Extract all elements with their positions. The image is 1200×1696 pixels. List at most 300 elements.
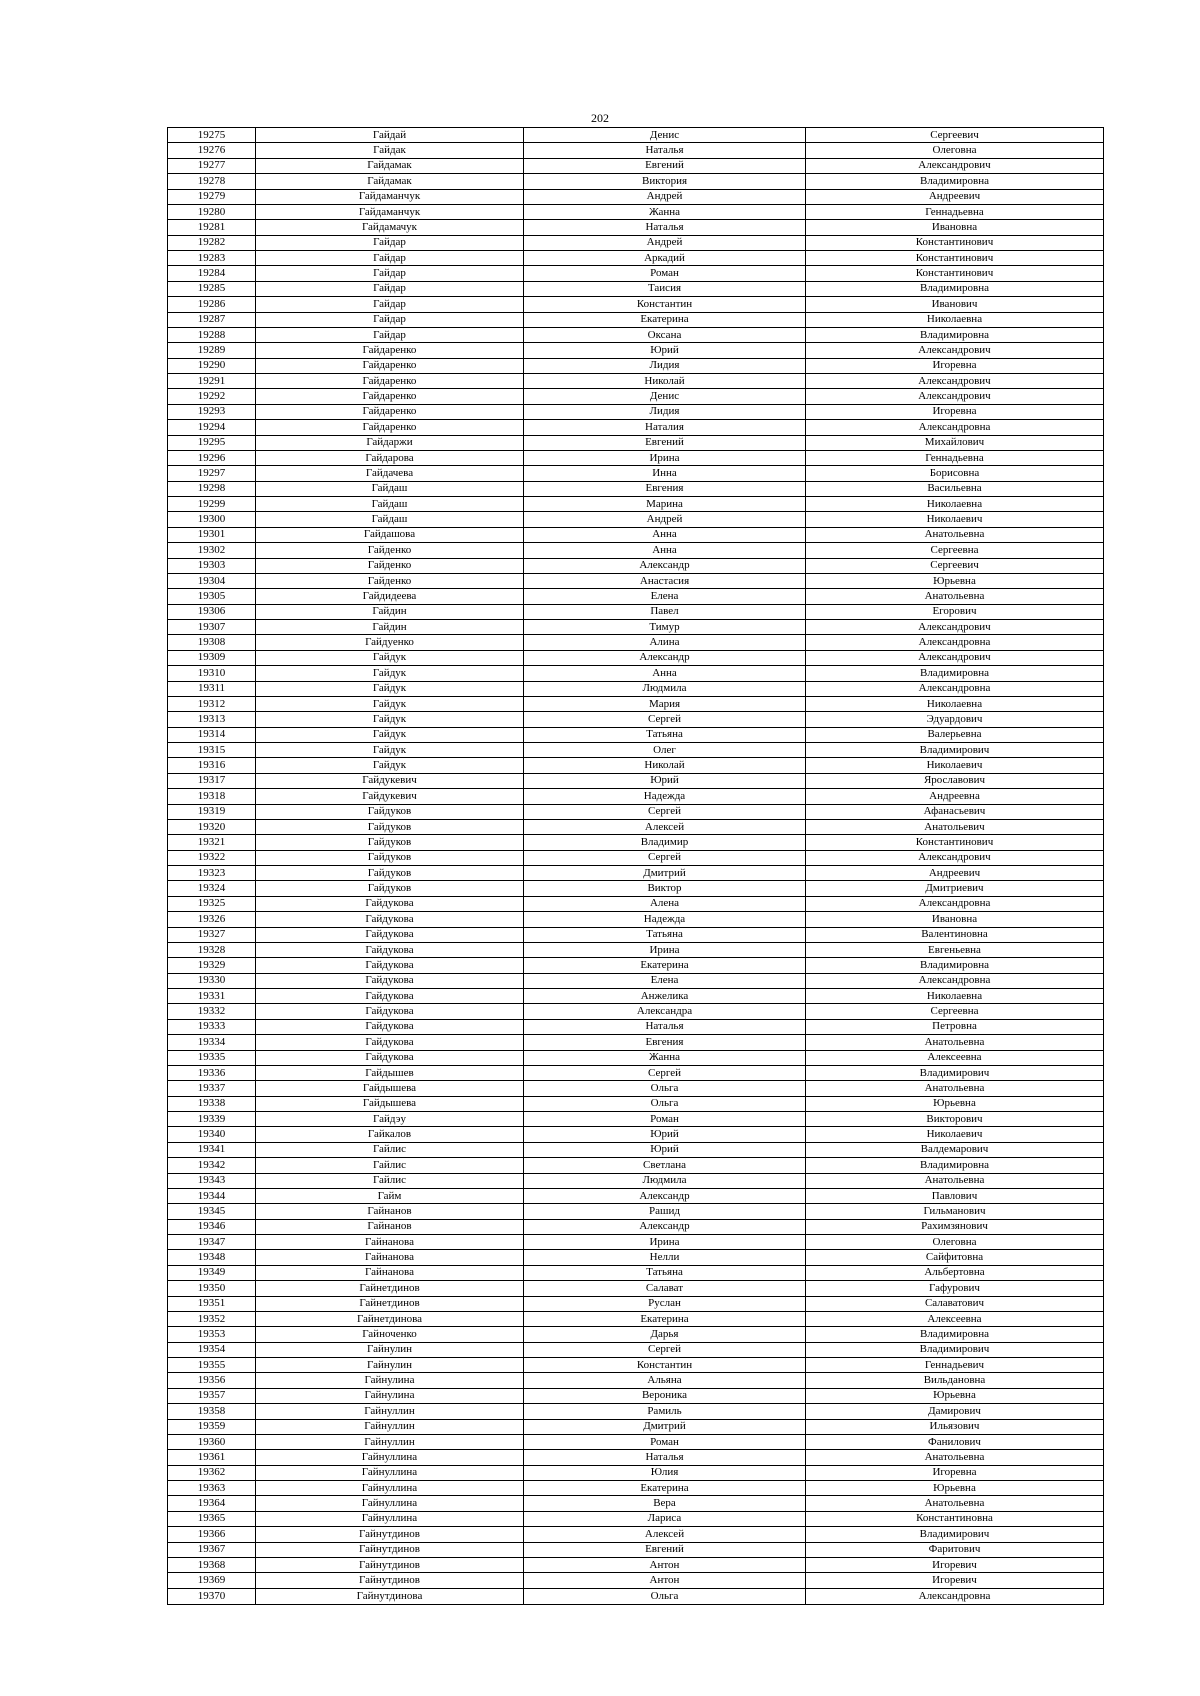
row-number-cell: 19325 (168, 896, 256, 911)
surname-cell: Гайнуллин (256, 1434, 524, 1449)
first-name-cell: Оксана (524, 327, 806, 342)
surname-cell: Гайдуков (256, 835, 524, 850)
first-name-cell: Людмила (524, 1173, 806, 1188)
surname-cell: Гайдачева (256, 466, 524, 481)
patronymic-cell: Геннадьевна (806, 450, 1104, 465)
surname-cell: Гайнуллин (256, 1404, 524, 1419)
first-name-cell: Ирина (524, 1235, 806, 1250)
patronymic-cell: Владимирович (806, 1065, 1104, 1080)
patronymic-cell: Алексеевна (806, 1311, 1104, 1326)
patronymic-cell: Рахимзянович (806, 1219, 1104, 1234)
first-name-cell: Александр (524, 1188, 806, 1203)
patronymic-cell: Александрович (806, 620, 1104, 635)
patronymic-cell: Ивановна (806, 912, 1104, 927)
patronymic-cell: Павлович (806, 1188, 1104, 1203)
first-name-cell: Денис (524, 389, 806, 404)
row-number-cell: 19320 (168, 819, 256, 834)
table-row (168, 1296, 1104, 1311)
row-number-cell: 19286 (168, 297, 256, 312)
patronymic-cell: Владимировна (806, 1327, 1104, 1342)
row-number-cell: 19309 (168, 650, 256, 665)
first-name-cell: Салават (524, 1281, 806, 1296)
surname-cell: Гайдукова (256, 1050, 524, 1065)
table-row (168, 1081, 1104, 1096)
surname-cell: Гайдукова (256, 989, 524, 1004)
surname-cell: Гайдукова (256, 896, 524, 911)
surname-cell: Гайдуенко (256, 635, 524, 650)
row-number-cell: 19278 (168, 174, 256, 189)
surname-cell: Гайнуллина (256, 1511, 524, 1526)
first-name-cell: Денис (524, 128, 806, 143)
row-number-cell: 19324 (168, 881, 256, 896)
row-number-cell: 19355 (168, 1358, 256, 1373)
patronymic-cell: Александровна (806, 635, 1104, 650)
row-number-cell: 19342 (168, 1158, 256, 1173)
surname-cell: Гайдай (256, 128, 524, 143)
row-number-cell: 19349 (168, 1265, 256, 1280)
table-row (168, 1250, 1104, 1265)
patronymic-cell: Игоревич (806, 1557, 1104, 1572)
patronymic-cell: Валерьевна (806, 727, 1104, 742)
surname-cell: Гайденко (256, 573, 524, 588)
row-number-cell: 19363 (168, 1481, 256, 1496)
patronymic-cell: Александровна (806, 896, 1104, 911)
table-row (168, 481, 1104, 496)
patronymic-cell: Афанасьевич (806, 804, 1104, 819)
row-number-cell: 19316 (168, 758, 256, 773)
patronymic-cell: Гильманович (806, 1204, 1104, 1219)
patronymic-cell: Валентиновна (806, 927, 1104, 942)
table-row (168, 1388, 1104, 1403)
surname-cell: Гайдукова (256, 958, 524, 973)
surname-cell: Гайдар (256, 312, 524, 327)
first-name-cell: Юрий (524, 1142, 806, 1157)
row-number-cell: 19293 (168, 404, 256, 419)
patronymic-cell: Игоревна (806, 404, 1104, 419)
first-name-cell: Константин (524, 1358, 806, 1373)
row-number-cell: 19340 (168, 1127, 256, 1142)
first-name-cell: Алексей (524, 819, 806, 834)
table-row (168, 958, 1104, 973)
row-number-cell: 19348 (168, 1250, 256, 1265)
table-row (168, 1265, 1104, 1280)
patronymic-cell: Игоревич (806, 1573, 1104, 1588)
patronymic-cell: Анатольевич (806, 819, 1104, 834)
surname-cell: Гайдаренко (256, 374, 524, 389)
table-row (168, 1281, 1104, 1296)
patronymic-cell: Юрьевна (806, 1388, 1104, 1403)
first-name-cell: Олег (524, 743, 806, 758)
surname-cell: Гайдукова (256, 927, 524, 942)
row-number-cell: 19361 (168, 1450, 256, 1465)
row-number-cell: 19303 (168, 558, 256, 573)
row-number-cell: 19290 (168, 358, 256, 373)
first-name-cell: Александр (524, 650, 806, 665)
surname-cell: Гайнанова (256, 1265, 524, 1280)
patronymic-cell: Геннадьевна (806, 204, 1104, 219)
surname-cell: Гайдаш (256, 481, 524, 496)
table-row (168, 1065, 1104, 1080)
row-number-cell: 19357 (168, 1388, 256, 1403)
surname-cell: Гайдукевич (256, 773, 524, 788)
first-name-cell: Сергей (524, 712, 806, 727)
surname-cell: Гайлис (256, 1173, 524, 1188)
patronymic-cell: Дамирович (806, 1404, 1104, 1419)
row-number-cell: 19360 (168, 1434, 256, 1449)
surname-cell: Гайдуков (256, 881, 524, 896)
first-name-cell: Анжелика (524, 989, 806, 1004)
row-number-cell: 19284 (168, 266, 256, 281)
patronymic-cell: Алексеевна (806, 1050, 1104, 1065)
row-number-cell: 19305 (168, 589, 256, 604)
first-name-cell: Алина (524, 635, 806, 650)
table-row (168, 297, 1104, 312)
first-name-cell: Лидия (524, 404, 806, 419)
first-name-cell: Наталья (524, 220, 806, 235)
patronymic-cell: Анатольевна (806, 589, 1104, 604)
first-name-cell: Роман (524, 266, 806, 281)
table-row (168, 343, 1104, 358)
first-name-cell: Лариса (524, 1511, 806, 1526)
first-name-cell: Ольга (524, 1081, 806, 1096)
surname-cell: Гайнулин (256, 1342, 524, 1357)
first-name-cell: Наталья (524, 143, 806, 158)
row-number-cell: 19351 (168, 1296, 256, 1311)
surname-cell: Гайноченко (256, 1327, 524, 1342)
first-name-cell: Сергей (524, 850, 806, 865)
row-number-cell: 19317 (168, 773, 256, 788)
table-row (168, 435, 1104, 450)
first-name-cell: Юрий (524, 1127, 806, 1142)
patronymic-cell: Эдуардович (806, 712, 1104, 727)
patronymic-cell: Салаватович (806, 1296, 1104, 1311)
row-number-cell: 19299 (168, 497, 256, 512)
first-name-cell: Таисия (524, 281, 806, 296)
table-row (168, 989, 1104, 1004)
row-number-cell: 19350 (168, 1281, 256, 1296)
surname-cell: Гайнанова (256, 1250, 524, 1265)
table-row (168, 158, 1104, 173)
surname-cell: Гайдаренко (256, 358, 524, 373)
table-row (168, 1219, 1104, 1234)
patronymic-cell: Александрович (806, 343, 1104, 358)
table-row (168, 620, 1104, 635)
table-row (168, 1511, 1104, 1526)
patronymic-cell: Олеговна (806, 143, 1104, 158)
surname-cell: Гайдар (256, 281, 524, 296)
patronymic-cell: Андреевич (806, 189, 1104, 204)
row-number-cell: 19336 (168, 1065, 256, 1080)
table-row (168, 727, 1104, 742)
first-name-cell: Андрей (524, 512, 806, 527)
surname-cell: Гайнутдинов (256, 1573, 524, 1588)
patronymic-cell: Юрьевна (806, 573, 1104, 588)
row-number-cell: 19370 (168, 1588, 256, 1604)
patronymic-cell: Иванович (806, 297, 1104, 312)
row-number-cell: 19300 (168, 512, 256, 527)
patronymic-cell: Владимирович (806, 743, 1104, 758)
patronymic-cell: Владимировна (806, 1158, 1104, 1173)
patronymic-cell: Фанилович (806, 1434, 1104, 1449)
patronymic-cell: Юрьевна (806, 1481, 1104, 1496)
patronymic-cell: Фаритович (806, 1542, 1104, 1557)
table-row (168, 635, 1104, 650)
first-name-cell: Юрий (524, 343, 806, 358)
first-name-cell: Алексей (524, 1527, 806, 1542)
table-row (168, 450, 1104, 465)
row-number-cell: 19337 (168, 1081, 256, 1096)
table-row (168, 696, 1104, 711)
surname-cell: Гайдук (256, 681, 524, 696)
patronymic-cell: Игоревна (806, 358, 1104, 373)
surname-cell: Гайдаманчук (256, 204, 524, 219)
surname-cell: Гайдар (256, 266, 524, 281)
patronymic-cell: Альбертовна (806, 1265, 1104, 1280)
patronymic-cell: Александрович (806, 850, 1104, 865)
table-row (168, 912, 1104, 927)
table-row (168, 681, 1104, 696)
first-name-cell: Дарья (524, 1327, 806, 1342)
table-row (168, 743, 1104, 758)
row-number-cell: 19347 (168, 1235, 256, 1250)
table-row (168, 143, 1104, 158)
first-name-cell: Юлия (524, 1465, 806, 1480)
table-row (168, 927, 1104, 942)
table-row (168, 512, 1104, 527)
table-row (168, 789, 1104, 804)
patronymic-cell: Анатольевна (806, 1081, 1104, 1096)
table-row (168, 404, 1104, 419)
surname-cell: Гайдуков (256, 819, 524, 834)
table-row (168, 1035, 1104, 1050)
patronymic-cell: Андреевич (806, 866, 1104, 881)
row-number-cell: 19339 (168, 1112, 256, 1127)
row-number-cell: 19322 (168, 850, 256, 865)
table-row (168, 1004, 1104, 1019)
table-row (168, 896, 1104, 911)
table-row (168, 358, 1104, 373)
patronymic-cell: Анатольевна (806, 1173, 1104, 1188)
first-name-cell: Алена (524, 896, 806, 911)
row-number-cell: 19321 (168, 835, 256, 850)
patronymic-cell: Анатольевна (806, 1496, 1104, 1511)
patronymic-cell: Ивановна (806, 220, 1104, 235)
patronymic-cell: Николаевич (806, 1127, 1104, 1142)
surname-cell: Гайлис (256, 1142, 524, 1157)
row-number-cell: 19331 (168, 989, 256, 1004)
surname-cell: Гайдукевич (256, 789, 524, 804)
first-name-cell: Руслан (524, 1296, 806, 1311)
row-number-cell: 19285 (168, 281, 256, 296)
row-number-cell: 19307 (168, 620, 256, 635)
first-name-cell: Вера (524, 1496, 806, 1511)
table-row (168, 804, 1104, 819)
row-number-cell: 19362 (168, 1465, 256, 1480)
table-row (168, 420, 1104, 435)
row-number-cell: 19312 (168, 696, 256, 711)
patronymic-cell: Анатольевна (806, 527, 1104, 542)
row-number-cell: 19327 (168, 927, 256, 942)
first-name-cell: Вероника (524, 1388, 806, 1403)
first-name-cell: Аркадий (524, 251, 806, 266)
table-row (168, 1373, 1104, 1388)
surname-cell: Гайдышев (256, 1065, 524, 1080)
surname-cell: Гайдуков (256, 866, 524, 881)
table-row (168, 189, 1104, 204)
row-number-cell: 19329 (168, 958, 256, 973)
table-row (168, 881, 1104, 896)
first-name-cell: Анна (524, 666, 806, 681)
surname-cell: Гайдаманчук (256, 189, 524, 204)
first-name-cell: Альяна (524, 1373, 806, 1388)
surname-cell: Гайденко (256, 543, 524, 558)
patronymic-cell: Константинович (806, 835, 1104, 850)
first-name-cell: Виктор (524, 881, 806, 896)
first-name-cell: Александра (524, 1004, 806, 1019)
surname-cell: Гайдаренко (256, 420, 524, 435)
surname-cell: Гайдин (256, 604, 524, 619)
first-name-cell: Инна (524, 466, 806, 481)
surname-cell: Гайдук (256, 758, 524, 773)
surname-cell: Гайнулина (256, 1373, 524, 1388)
row-number-cell: 19280 (168, 204, 256, 219)
surname-cell: Гайдук (256, 696, 524, 711)
row-number-cell: 19333 (168, 1019, 256, 1034)
patronymic-cell: Константинович (806, 266, 1104, 281)
first-name-cell: Жанна (524, 1050, 806, 1065)
page-number: 202 (591, 111, 609, 125)
first-name-cell: Александр (524, 1219, 806, 1234)
row-number-cell: 19315 (168, 743, 256, 758)
surname-cell: Гайнанова (256, 1235, 524, 1250)
registry-rows (168, 128, 1104, 1605)
row-number-cell: 19314 (168, 727, 256, 742)
patronymic-cell: Анатольевна (806, 1450, 1104, 1465)
surname-cell: Гайнулина (256, 1388, 524, 1403)
first-name-cell: Ирина (524, 450, 806, 465)
table-row (168, 1019, 1104, 1034)
first-name-cell: Анна (524, 543, 806, 558)
row-number-cell: 19338 (168, 1096, 256, 1111)
patronymic-cell: Ильязович (806, 1419, 1104, 1434)
surname-cell: Гайлис (256, 1158, 524, 1173)
patronymic-cell: Александрович (806, 158, 1104, 173)
patronymic-cell: Александровна (806, 420, 1104, 435)
first-name-cell: Рамиль (524, 1404, 806, 1419)
surname-cell: Гайнутдинов (256, 1557, 524, 1572)
row-number-cell: 19326 (168, 912, 256, 927)
first-name-cell: Виктория (524, 174, 806, 189)
surname-cell: Гайдукова (256, 1035, 524, 1050)
surname-cell: Гайдэу (256, 1112, 524, 1127)
patronymic-cell: Петровна (806, 1019, 1104, 1034)
table-row (168, 558, 1104, 573)
first-name-cell: Евгения (524, 481, 806, 496)
patronymic-cell: Вильдановна (806, 1373, 1104, 1388)
patronymic-cell: Александрович (806, 650, 1104, 665)
surname-cell: Гайдук (256, 666, 524, 681)
table-row (168, 1050, 1104, 1065)
table-row (168, 1450, 1104, 1465)
surname-cell: Гайдар (256, 297, 524, 312)
first-name-cell: Людмила (524, 681, 806, 696)
table-row (168, 1419, 1104, 1434)
first-name-cell: Ольга (524, 1588, 806, 1604)
surname-cell: Гайдидеева (256, 589, 524, 604)
surname-cell: Гайдаренко (256, 404, 524, 419)
first-name-cell: Антон (524, 1557, 806, 1572)
table-row (168, 604, 1104, 619)
table-row (168, 1173, 1104, 1188)
table-row (168, 251, 1104, 266)
row-number-cell: 19328 (168, 942, 256, 957)
surname-cell: Гайдаренко (256, 389, 524, 404)
row-number-cell: 19287 (168, 312, 256, 327)
surname-cell: Гайнутдинова (256, 1588, 524, 1604)
table-row (168, 1112, 1104, 1127)
first-name-cell: Екатерина (524, 1311, 806, 1326)
surname-cell: Гайдаш (256, 497, 524, 512)
surname-cell: Гайнуллина (256, 1481, 524, 1496)
surname-cell: Гайдак (256, 143, 524, 158)
first-name-cell: Николай (524, 758, 806, 773)
first-name-cell: Анна (524, 527, 806, 542)
table-row (168, 1496, 1104, 1511)
surname-cell: Гайнанов (256, 1219, 524, 1234)
patronymic-cell: Владимировна (806, 281, 1104, 296)
table-row (168, 374, 1104, 389)
table-row (168, 866, 1104, 881)
surname-cell: Гайдаржи (256, 435, 524, 450)
first-name-cell: Мария (524, 696, 806, 711)
table-row (168, 1188, 1104, 1203)
patronymic-cell: Евгеньевна (806, 942, 1104, 957)
surname-cell: Гайдин (256, 620, 524, 635)
patronymic-cell: Владимировна (806, 958, 1104, 973)
surname-cell: Гайдук (256, 650, 524, 665)
surname-cell: Гайнуллина (256, 1450, 524, 1465)
first-name-cell: Роман (524, 1434, 806, 1449)
patronymic-cell: Владимирович (806, 1342, 1104, 1357)
patronymic-cell: Николаевич (806, 512, 1104, 527)
table-row (168, 1142, 1104, 1157)
row-number-cell: 19358 (168, 1404, 256, 1419)
surname-cell: Гайнуллина (256, 1496, 524, 1511)
patronymic-cell: Александровна (806, 1588, 1104, 1604)
row-number-cell: 19281 (168, 220, 256, 235)
table-row (168, 1573, 1104, 1588)
first-name-cell: Екатерина (524, 958, 806, 973)
surname-cell: Гайдамак (256, 174, 524, 189)
first-name-cell: Евгения (524, 1035, 806, 1050)
table-row (168, 589, 1104, 604)
first-name-cell: Александр (524, 558, 806, 573)
row-number-cell: 19275 (168, 128, 256, 143)
first-name-cell: Евгений (524, 158, 806, 173)
patronymic-cell: Сергеевич (806, 128, 1104, 143)
row-number-cell: 19302 (168, 543, 256, 558)
first-name-cell: Жанна (524, 204, 806, 219)
first-name-cell: Сергей (524, 1342, 806, 1357)
row-number-cell: 19279 (168, 189, 256, 204)
first-name-cell: Татьяна (524, 927, 806, 942)
first-name-cell: Наталия (524, 420, 806, 435)
first-name-cell: Андрей (524, 235, 806, 250)
row-number-cell: 19332 (168, 1004, 256, 1019)
surname-cell: Гайнутдинов (256, 1542, 524, 1557)
surname-cell: Гайнетдинов (256, 1296, 524, 1311)
patronymic-cell: Александрович (806, 374, 1104, 389)
